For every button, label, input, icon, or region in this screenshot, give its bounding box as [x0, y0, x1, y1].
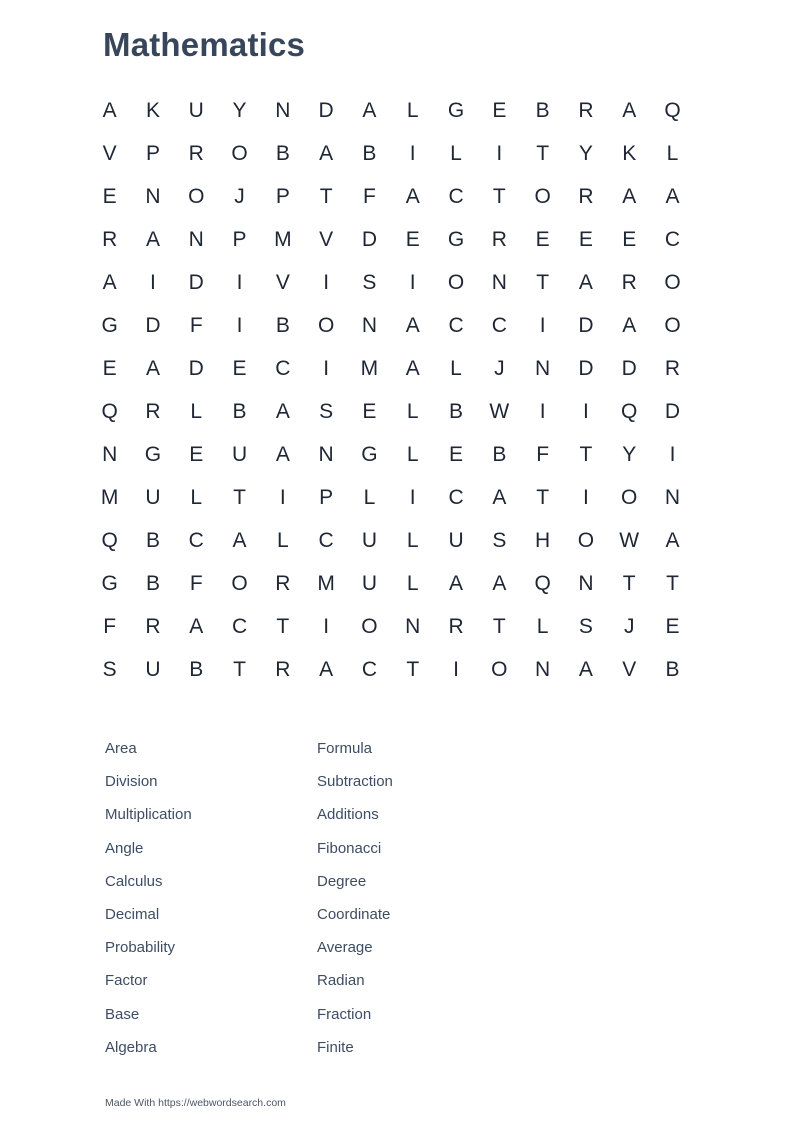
word-list-column-2 [317, 732, 537, 1064]
grid-cell: U [188, 98, 204, 122]
grid-cell: R [102, 227, 118, 251]
grid-cell: A [102, 270, 117, 294]
grid-cell: B [145, 528, 160, 552]
grid-cell: A [405, 356, 420, 380]
grid-cell: O [231, 571, 248, 595]
grid-cell: A [145, 227, 160, 251]
grid-cell: A [405, 184, 420, 208]
grid-cell: A [102, 98, 117, 122]
grid-cell: L [536, 614, 549, 638]
grid-cell: L [406, 528, 419, 552]
word-item: Base [105, 1005, 140, 1023]
grid-cell: T [319, 184, 333, 208]
grid-cell: A [578, 270, 593, 294]
grid-cell: E [622, 227, 637, 251]
grid-cell: O [664, 270, 681, 294]
grid-cell: N [535, 657, 551, 681]
grid-cell: S [102, 657, 117, 681]
grid-cell: R [188, 141, 204, 165]
grid-cell: B [275, 141, 290, 165]
grid-cell: U [361, 528, 378, 552]
grid-cell: I [539, 399, 546, 423]
word-item: Algebra [105, 1038, 157, 1056]
grid-cell: E [449, 442, 464, 466]
grid-cell: A [405, 313, 420, 337]
grid-cell: B [535, 98, 550, 122]
word-item: Finite [317, 1038, 354, 1056]
grid-cell: O [447, 270, 465, 294]
grid-cell: R [621, 270, 637, 294]
grid-cell: R [578, 98, 594, 122]
grid-cell: O [664, 313, 681, 337]
grid-cell: A [189, 614, 204, 638]
grid-cell: N [145, 184, 161, 208]
word-item: Decimal [105, 906, 160, 924]
grid-cell: N [102, 442, 118, 466]
grid-cell: F [189, 571, 203, 595]
grid-cell: B [665, 657, 680, 681]
grid-cell: R [145, 399, 161, 423]
grid-cell: B [449, 399, 464, 423]
grid-cell: U [145, 485, 161, 509]
grid-cell: R [145, 614, 161, 638]
grid-cell: A [578, 657, 593, 681]
grid-cell: D [664, 399, 681, 423]
grid-cell: I [409, 141, 416, 165]
grid-cell: M [100, 485, 119, 509]
grid-cell: I [323, 356, 330, 380]
grid-cell: I [323, 270, 330, 294]
grid-cell: V [319, 227, 334, 251]
grid-cell: I [236, 270, 243, 294]
grid-cell: O [491, 657, 508, 681]
grid-cell: I [323, 614, 330, 638]
word-item: Angle [105, 839, 144, 857]
grid-cell: Y [232, 98, 247, 122]
grid-cell: Y [578, 141, 593, 165]
grid-cell: S [492, 528, 507, 552]
word-list [105, 732, 537, 1064]
grid-cell: P [232, 227, 247, 251]
grid-cell: C [188, 528, 204, 552]
grid-cell: N [188, 227, 204, 251]
word-item: Multiplication [105, 806, 192, 824]
grid-cell: U [145, 657, 161, 681]
grid-cell: T [492, 184, 506, 208]
word-item: Fraction [317, 1005, 372, 1023]
grid-cell: T [579, 442, 593, 466]
grid-cell: T [233, 485, 246, 509]
grid-cell: T [536, 270, 550, 294]
grid-cell: O [577, 528, 595, 552]
grid-cell: C [448, 184, 464, 208]
grid-cell: A [362, 98, 377, 122]
grid-cell: E [189, 442, 204, 466]
grid-cell: F [536, 442, 550, 466]
grid-cell: I [236, 313, 243, 337]
grid-cell: G [361, 442, 378, 466]
grid-cell: Q [621, 399, 638, 423]
grid-cell: G [101, 571, 118, 595]
word-item: Coordinate [317, 906, 391, 924]
grid-cell: K [622, 141, 637, 165]
grid-cell: L [406, 98, 419, 122]
grid-cell: R [664, 356, 681, 380]
grid-cell: N [578, 571, 594, 595]
grid-cell: B [232, 399, 247, 423]
grid-cell: A [622, 313, 637, 337]
grid-cell: C [361, 657, 378, 681]
word-item: Calculus [105, 872, 163, 890]
grid-cell: J [494, 356, 505, 380]
grid-cell: D [188, 270, 204, 294]
grid-cell: L [450, 356, 462, 380]
grid-cell: R [448, 614, 464, 638]
grid-cell: A [449, 571, 464, 595]
grid-cell: B [145, 571, 160, 595]
grid-cell: C [664, 227, 681, 251]
grid-cell: D [145, 313, 161, 337]
grid-cell: F [363, 184, 376, 208]
grid-cell: C [275, 356, 291, 380]
grid-cell: A [622, 184, 637, 208]
grid-cell: C [448, 485, 464, 509]
grid-cell: E [405, 227, 420, 251]
grid-cell: B [189, 657, 204, 681]
grid-cell: I [582, 399, 589, 423]
grid-cell: Q [101, 399, 118, 423]
grid-cell: G [101, 313, 118, 337]
grid-cell: K [145, 98, 160, 122]
grid-cell: R [491, 227, 507, 251]
grid-cell: T [406, 657, 420, 681]
grid-cell: A [492, 485, 507, 509]
grid-cell: Q [534, 571, 551, 595]
grid-cell: I [409, 270, 416, 294]
grid-cell: O [534, 184, 551, 208]
grid-cell: L [276, 528, 289, 552]
grid-cell: P [145, 141, 160, 165]
grid-cell: O [188, 184, 205, 208]
word-item: Area [105, 740, 137, 758]
word-item: Formula [317, 740, 373, 758]
grid-cell: G [447, 98, 465, 122]
grid-cell: R [275, 657, 291, 681]
word-item: Degree [317, 872, 367, 890]
grid-cell: I [582, 485, 589, 509]
puzzle-grid [88, 89, 694, 691]
grid-cell: L [406, 571, 419, 595]
grid-cell: L [406, 442, 419, 466]
grid-cell: M [274, 227, 292, 251]
page-title: Mathematics [103, 26, 306, 63]
grid-cell: N [664, 485, 681, 509]
credit-text: Made With https://webwordsearch.com [105, 1097, 286, 1109]
grid-cell: J [234, 184, 245, 208]
word-item: Fibonacci [317, 839, 382, 857]
grid-cell: I [539, 313, 546, 337]
grid-cell: A [145, 356, 160, 380]
grid-cell: M [360, 356, 379, 380]
grid-cell: A [275, 399, 290, 423]
grid-cell: I [150, 270, 156, 294]
grid-cell: Q [101, 528, 118, 552]
grid-cell: P [275, 184, 290, 208]
word-item: Division [105, 773, 158, 791]
grid-cell: V [622, 657, 637, 681]
grid-cell: W [489, 399, 510, 423]
grid-cell: B [362, 141, 377, 165]
grid-cell: O [231, 141, 248, 165]
grid-cell: D [621, 356, 637, 380]
word-item: Subtraction [317, 773, 393, 791]
grid-cell: Y [622, 442, 637, 466]
word-list-column-1 [105, 732, 317, 1064]
grid-cell: Q [664, 98, 681, 122]
grid-cell: B [275, 313, 290, 337]
grid-cell: D [361, 227, 378, 251]
grid-cell: A [665, 184, 680, 208]
grid-cell: S [578, 614, 593, 638]
grid-cell: D [578, 356, 594, 380]
grid-cell: E [102, 356, 117, 380]
grid-cell: E [362, 399, 377, 423]
grid-cell: R [275, 571, 291, 595]
grid-cell: A [275, 442, 290, 466]
word-item: Additions [317, 806, 379, 824]
grid-cell: S [362, 270, 377, 294]
grid-cell: O [317, 313, 335, 337]
grid-cell: E [492, 98, 507, 122]
grid-cell: L [406, 399, 419, 423]
grid-cell: N [491, 270, 507, 294]
grid-cell: T [666, 571, 679, 595]
grid-cell: N [405, 614, 421, 638]
grid-cell: T [276, 614, 290, 638]
grid-cell: I [496, 141, 503, 165]
grid-cell: L [190, 485, 203, 509]
grid-cell: A [232, 528, 247, 552]
grid-cell: D [318, 98, 334, 122]
grid-cell: U [448, 528, 464, 552]
grid-cell: O [621, 485, 638, 509]
grid-cell: T [536, 141, 550, 165]
grid-cell: C [448, 313, 464, 337]
grid-cell: T [622, 571, 636, 595]
grid-cell: V [102, 141, 117, 165]
word-item: Radian [317, 972, 365, 990]
grid-cell: L [190, 399, 203, 423]
grid-cell: J [623, 614, 635, 638]
grid-cell: G [447, 227, 465, 251]
grid-cell: N [535, 356, 551, 380]
grid-cell: I [453, 657, 459, 681]
grid-cell: W [619, 528, 640, 552]
grid-cell: T [492, 614, 506, 638]
grid-cell: A [319, 141, 334, 165]
grid-cell: L [450, 141, 462, 165]
grid-cell: F [103, 614, 117, 638]
grid-cell: S [319, 399, 334, 423]
grid-cell: E [102, 184, 117, 208]
word-item: Average [317, 939, 373, 957]
grid-cell: A [492, 571, 507, 595]
word-item: Factor [105, 972, 148, 990]
grid-cell: T [536, 485, 550, 509]
grid-cell: E [232, 356, 247, 380]
grid-cell: C [491, 313, 507, 337]
grid-cell: R [578, 184, 594, 208]
word-item: Probability [105, 939, 176, 957]
grid-cell: U [361, 571, 378, 595]
grid-cell: N [275, 98, 291, 122]
grid-cell: F [189, 313, 203, 337]
grid-cell: A [622, 98, 637, 122]
grid-cell: C [318, 528, 334, 552]
grid-cell: H [535, 528, 551, 552]
grid-cell: G [144, 442, 162, 466]
grid-cell: O [361, 614, 378, 638]
grid-cell: C [231, 614, 248, 638]
grid-cell: L [666, 141, 679, 165]
grid-cell: E [578, 227, 593, 251]
grid-cell: I [669, 442, 676, 466]
grid-cell: A [665, 528, 680, 552]
grid-cell: L [363, 485, 376, 509]
grid-cell: E [665, 614, 680, 638]
grid-cell: M [317, 571, 335, 595]
grid-cell: U [231, 442, 248, 466]
grid-cell: V [275, 270, 290, 294]
grid-cell: D [188, 356, 204, 380]
grid-cell: A [319, 657, 334, 681]
grid-cell: N [318, 442, 334, 466]
grid-cell: I [409, 485, 416, 509]
grid-cell: B [492, 442, 507, 466]
grid-cell: T [233, 657, 246, 681]
grid-cell: E [535, 227, 550, 251]
grid-cell: P [319, 485, 334, 509]
grid-cell: I [279, 485, 286, 509]
grid-cell: N [361, 313, 378, 337]
grid-cell: D [578, 313, 594, 337]
